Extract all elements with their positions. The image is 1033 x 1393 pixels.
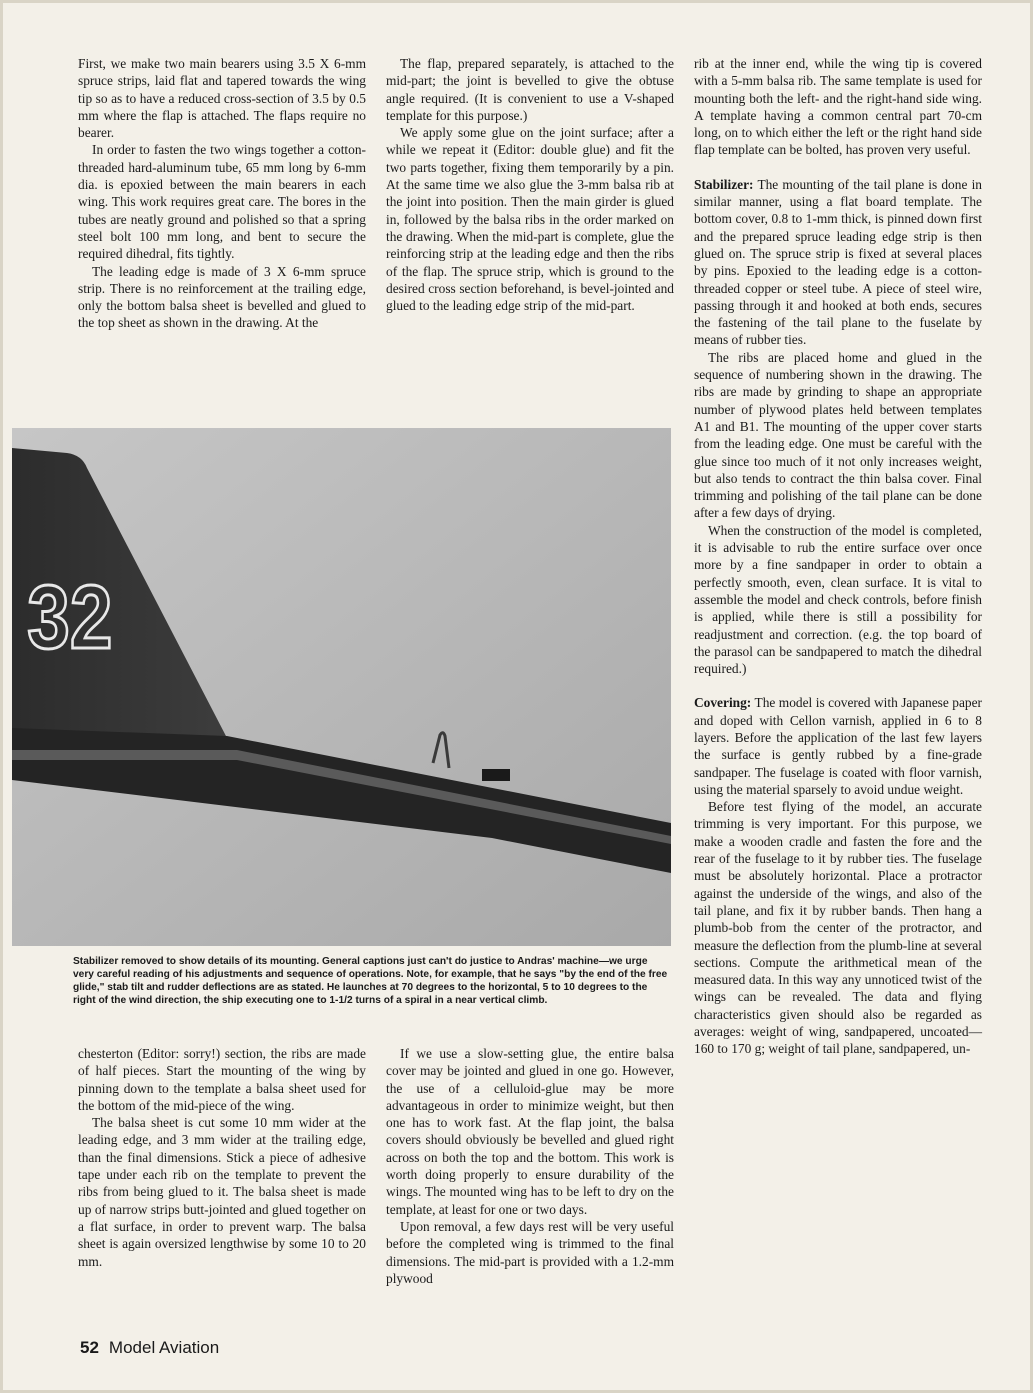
column-1-bottom	[78, 1045, 366, 1270]
paragraph-body: The mounting of the tail plane is done in similar manner, using a flat board template. The bottom cover, 0.8 to 1-mm thick, is pinned down first and the prepared spruce leading edge strip is then glued on. The spruce strip is fixed at several places by pins. Epoxied to the leading edge is a cotton-threaded copper or steel tube. A piece of steel wire, passing through it and hooked at both ends, secures the fastening of the tail plane to the fuselate by means of rubber ties.	[694, 176, 982, 348]
paragraph: When the construction of the model is completed, it is advisable to rub the entire surface over once more by a fine sandpaper in order to obtain a perfectly smooth, even, clean surface. It is vital to assemble the model and check controls, before finish is applied, while there is still a possibility for readjustment and correction. (e.g. the top board of the parasol can be sandpapered to match the dihedral required.)	[694, 522, 982, 677]
stabilizer-photo	[12, 428, 671, 946]
mount-block	[482, 769, 510, 781]
column-2-top	[386, 55, 674, 314]
paragraph: The leading edge is made of 3 X 6-mm spruce strip. There is no reinforcement at the trailing edge, only the bottom balsa sheet is bevelled and glued to the top sheet as shown in the drawing. At the	[78, 263, 366, 331]
paragraph: Before test flying of the model, an accurate trimming is very important. For this purpose, we make a wooden cradle and fasten the fore and the rear of the fuselage to it by rubber ties. The fuselage must be absolutely horizontal. Place a protractor against the underside of the wings, and also of the tail plane, and fix it by rubber bands. Then hang a plumb-bob from the center of the protractor, and measure the deflection from the plumb-line at several sections. Compute the arithmetical mean of the measured data. In this way any unnoticed twist of the wings can be revealed. The data and flying characteristics given should also be regarded as averages: weight of wing, sandpapered, uncoated—160 to 170 g; weight of tail plane, sandpapered, un-	[694, 799, 982, 1057]
paragraph: The flap, prepared separately, is attached to the mid-part; the joint is bevelled to give the obtuse angle required. (It is convenient to use a V-shaped template for this purpose.)	[386, 56, 674, 123]
column-3	[694, 55, 982, 1058]
paragraph: rib at the inner end, while the wing tip is covered with a 5-mm balsa rib. The same template is used for mounting both the left- and the right-hand side wing. A template having a common central part 70-cm long, on to which either the left or the right hand side flap template can be bolted, has proven very useful.	[694, 56, 982, 158]
paragraph: chesterton (Editor: sorry!) section, the ribs are made of half pieces. Start the mounting of the wing by pinning down to the template a balsa sheet used for the bottom of the mid-piece of the wing.	[78, 1046, 366, 1113]
paragraph: The ribs are placed home and glued in the sequence of numbering shown in the drawing. The ribs are made by grinding to shape an appropriate number of plywood plates held between templates A1 and B1. The mounting of the upper cover starts from the leading edge. One must be careful with the glue since too much of it not only increases weight, but also tends to contract the thin balsa cover. Final trimming and polishing of the tail plane can be done after a few days of drying.	[694, 349, 982, 521]
column-2-bottom	[386, 1045, 674, 1287]
run-in-heading: Covering:	[694, 695, 752, 711]
magazine-name: Model Aviation	[108, 1338, 220, 1357]
paragraph-body: The model is covered with Japanese paper and doped with Cellon varnish, applied in 6 to 8 layers. Before the application of the last few layers the surface is gently rubbed by a fine-grade sandpaper. The fuselage is coated with floor varnish, using the material sparsely to avoid undue weight.	[694, 695, 983, 797]
paragraph: In order to fasten the two wings together a cotton-threaded hard-aluminum tube, 65 mm long by 6-mm dia. is epoxied between the main bearers in each wing. This work requires great care. The bores in the tubes are neatly ground and polished so that a spring steel bolt 100 mm long, and bent to secure the required dihedral, fits tightly.	[78, 142, 366, 262]
page-footer	[80, 1338, 219, 1358]
paragraph: We apply some glue on the joint surface; after a while we repeat it (Editor: double glue) and fit the two parts together, fixing them temporarily by a pin. At the same time we also glue the 3-mm balsa rib at the joint into position. Then the main girder is glued in, followed by the balsa ribs in the order marked on the drawing. When the mid-part is complete, glue the reinforcing strip at the leading edge and then the ribs of the flap. The spruce strip, which is ground to the desired cross section beforehand, is bevel-jointed and glued to the leading edge strip of the mid-part.	[386, 125, 674, 314]
column-1-top	[78, 55, 366, 332]
paragraph: Upon removal, a few days rest will be very useful before the completed wing is trimmed to the final dimensions. The mid-part is provided with a 1.2-mm plywood	[386, 1218, 674, 1286]
page-number: 52	[80, 1338, 99, 1357]
paragraph-covering	[694, 694, 982, 798]
paragraph: If we use a slow-setting glue, the entire balsa cover may be jointed and glued in one go. However, the use of a celluloid-glue may be more advantageous in order to minimize weight, but then one has to work fast. At the flap joint, the balsa covers should obviously be bevelled and glued right across on both the top and the bottom. This work is worth doing properly to ensure durability of the wings. The mounted wing has to be left to dry on the template, at least for one or two days.	[386, 1046, 674, 1217]
run-in-heading: Stabilizer:	[694, 176, 754, 192]
paragraph: First, we make two main bearers using 3.5 X 6-mm spruce strips, laid flat and tapered towards the wing tip so as to have a reduced cross-section of 3.5 by 0.5 mm where the flap is attached. The flaps require no bearer.	[78, 56, 366, 141]
paragraph: The balsa sheet is cut some 10 mm wider at the leading edge, and 3 mm wider at the trailing edge, than the final dimensions. Stick a piece of adhesive tape under each rib on the template to prevent the ribs from being glued to it. The balsa sheet is made up of narrow strips butt-jointed and glued together on a flat surface, in order to prevent warp. The balsa sheet is again oversized lengthwise by some 10 to 20 mm.	[78, 1115, 366, 1269]
paragraph-stabilizer	[694, 176, 982, 349]
photo-caption: Stabilizer removed to show details of its mounting. General captions just can't do justice to Andras' machine—we urge very careful reading of his adjustments and sequence of operations. Note, for example, that he says "by the end of the free glide," stab tilt and rudder deflections are as stated. He launches at 70 degrees to the horizontal, 5 to 10 degrees to the right of the wind direction, the ship executing one to 1-1/2 turns of a spiral in a near vertical climb.	[73, 956, 668, 1006]
tail-number: 32	[27, 566, 113, 668]
